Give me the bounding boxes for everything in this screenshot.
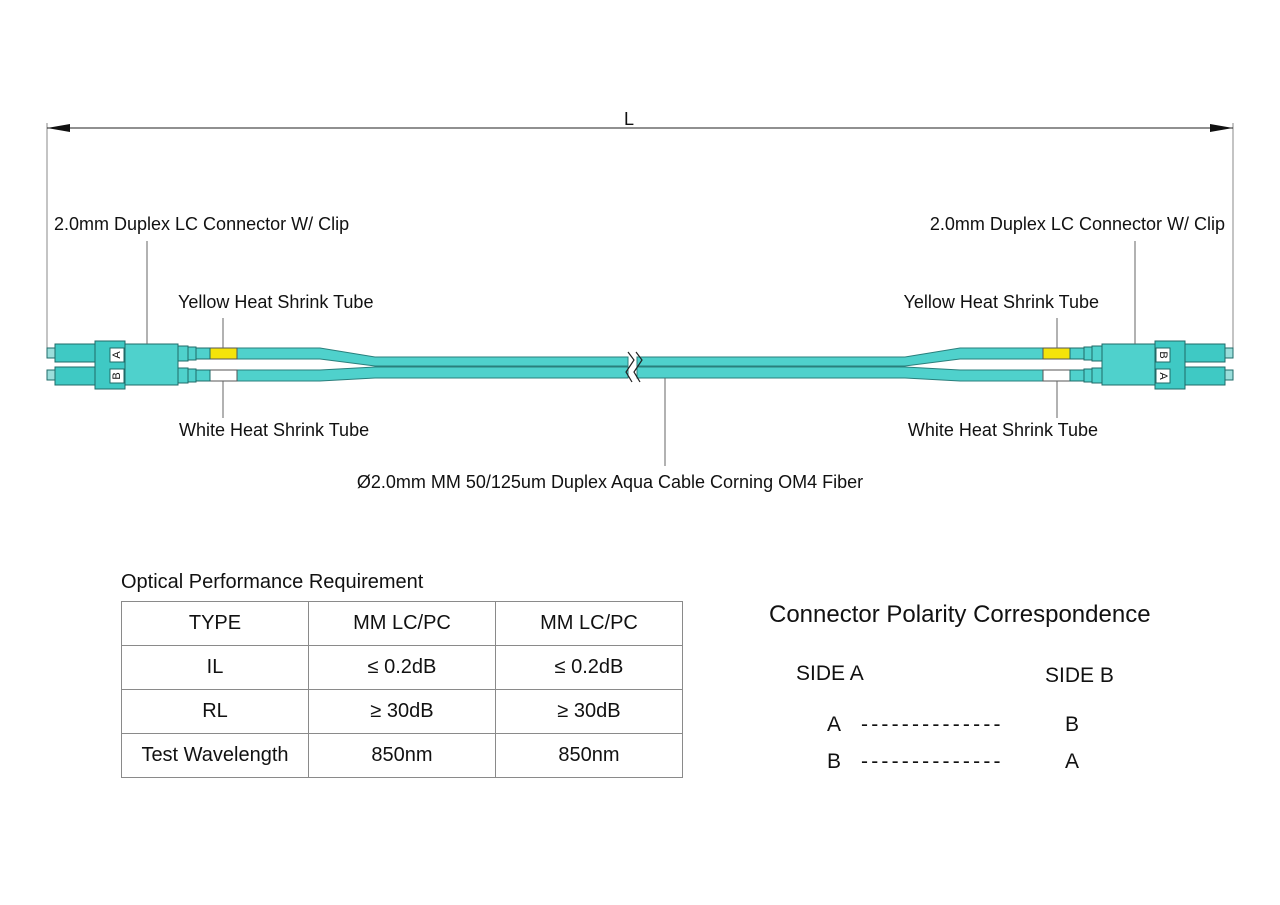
length-dimension <box>47 123 1233 357</box>
polarity-right: A <box>1065 750 1080 773</box>
polarity-row <box>827 713 1087 741</box>
table-cell: ≤ 0.2dB <box>309 646 496 690</box>
right-arrow-icon <box>1210 124 1233 132</box>
left-mark-bottom: B <box>110 372 123 380</box>
left-mark-top: A <box>110 351 123 359</box>
table-cell: 850nm <box>309 734 496 778</box>
table-cell: RL <box>122 690 309 734</box>
duplex-cable <box>237 348 1043 381</box>
left-arrow-icon <box>47 124 70 132</box>
table-cell: Test Wavelength <box>122 734 309 778</box>
right-white-label: White Heat Shrink Tube <box>907 420 1098 440</box>
table-row <box>122 734 683 778</box>
table-row <box>122 646 683 690</box>
left-heat-shrink <box>210 348 237 381</box>
left-white-tube <box>210 370 237 381</box>
side-a-label: SIDE A <box>796 662 864 685</box>
left-lc-connector <box>47 341 210 389</box>
right-mark-top: B <box>1157 351 1170 359</box>
performance-table <box>121 601 683 778</box>
right-lc-connector <box>1070 341 1233 389</box>
table-cell: ≤ 0.2dB <box>496 646 683 690</box>
side-b-label: SIDE B <box>1045 664 1114 687</box>
length-label: L <box>623 109 635 129</box>
left-yellow-tube <box>210 348 237 359</box>
right-yellow-label: Yellow Heat Shrink Tube <box>903 292 1099 312</box>
right-heat-shrink <box>1043 348 1070 381</box>
table-cell: 850nm <box>496 734 683 778</box>
right-connector-label: 2.0mm Duplex LC Connector W/ Clip <box>929 214 1225 234</box>
polarity-right: B <box>1065 713 1080 736</box>
table-cell: ≥ 30dB <box>496 690 683 734</box>
table-row <box>122 602 683 646</box>
polarity-left: B <box>827 750 842 773</box>
cable-label: Ø2.0mm MM 50/125um Duplex Aqua Cable Corning OM4 Fiber <box>356 472 864 492</box>
polarity-row <box>827 750 1087 778</box>
table-cell: IL <box>122 646 309 690</box>
polarity-title: Connector Polarity Correspondence <box>769 601 1151 628</box>
left-white-label: White Heat Shrink Tube <box>179 420 370 440</box>
performance-title: Optical Performance Requirement <box>121 571 424 593</box>
table-cell: MM LC/PC <box>309 602 496 646</box>
left-connector-label: 2.0mm Duplex LC Connector W/ Clip <box>54 214 350 234</box>
table-row <box>122 690 683 734</box>
polarity-dashes: -------------- <box>861 713 1004 736</box>
polarity-left: A <box>827 713 842 736</box>
right-yellow-tube <box>1043 348 1070 359</box>
right-mark-bottom: A <box>1157 372 1170 380</box>
left-yellow-label: Yellow Heat Shrink Tube <box>178 292 374 312</box>
right-white-tube <box>1043 370 1070 381</box>
table-cell: ≥ 30dB <box>309 690 496 734</box>
polarity-dashes: -------------- <box>861 750 1004 773</box>
table-cell: MM LC/PC <box>496 602 683 646</box>
table-cell: TYPE <box>122 602 309 646</box>
